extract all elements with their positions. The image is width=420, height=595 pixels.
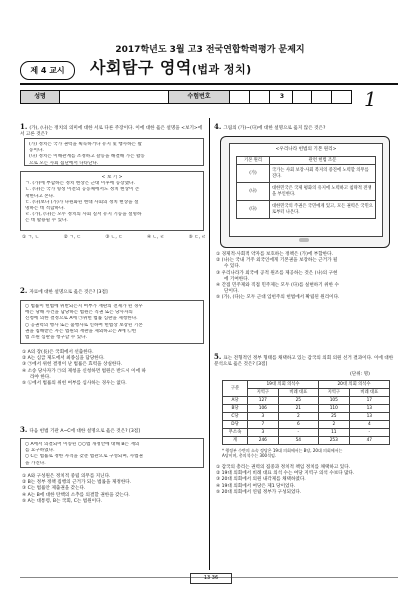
table-cell: 4 [349,421,389,429]
table-header: 19대 의회 의석수 [248,381,319,389]
table-cell: 대한민국은 국제 평화의 유지에 노력하고 침략적 전쟁을 부인한다. [270,183,376,201]
question-number: 3. [20,425,28,434]
option[interactable]: ⑤ ㄷ, ㄹ [188,235,206,240]
question-1 [20,122,204,138]
table-cell: 25 [278,397,318,405]
screen-title: <우리나라 헌법의 기본 원리> [275,147,337,152]
option-continued: 수 있다. [224,264,241,270]
passage-line: ○ 공권력의 행사 또는 불행사로 인하여 헌법상 보장된 기본 [25,322,143,328]
passage-line: 에는 당해 사건을 담당하는 법원은 직권 또는 당사자의 [25,310,133,316]
exam-number-label: 수험번호 [169,91,229,103]
option[interactable]: ① A와 구성원은 정치적 중립 의무를 지닌다. [22,474,111,479]
question-prompt: (가), (나)는 정치의 의미에 대한 서로 다른 주장이다. 이에 대한 옳은 설명을 <보기>에서 고른 것은? [20,126,203,138]
passage-line: (나) 정치는 이해관계를 조정하고 갈등을 해결해 가는 활동 [29,154,145,160]
q3-options [22,474,206,505]
table-cell: 국가는 사회 보장·사회 복지의 증진에 노력할 의무를 진다. [270,165,376,183]
q1-passage-box [24,138,204,166]
passage-line: 을 가진다. [25,460,46,466]
question-number: 4. [214,122,222,131]
q4-screen-frame [220,136,390,248]
option[interactable]: ① A의 장(長)은 국회에서 선출한다. [22,350,94,355]
header-rule [20,83,398,85]
name-number-row [20,90,352,104]
table-cell: B당 [223,405,248,413]
table-row [223,429,390,437]
table-row [223,405,390,413]
q2-passage-box [20,300,204,344]
option[interactable]: ③ 20대 의회에서 의원 내각제를 채택하였다. [216,477,306,483]
table-cell: A당 [223,397,248,405]
principle-table [236,156,376,219]
option[interactable]: ③ ㉠에서 위헌 결정이 난 법률은 효력을 상실한다. [22,362,123,368]
bogi-line: 명하는 데 적합하다. [25,205,65,211]
table-cell: (가) [237,165,270,183]
passage-line: 으로 모든 사회 집단에서 나타난다. [29,160,99,166]
option[interactable]: ① ㄱ, ㄴ [22,235,40,240]
bogi-line: ㄴ. (나)는 국가 형성 이전의 공동체에서도 정치 현상이 존 [25,187,140,193]
passage-line: 법 소원 심판을 청구할 수 있다. [25,334,88,340]
option-continued: 단이다. [224,289,239,295]
passage-line: (가) 정치는 국가 권력을 획득하거나 유지 및 행사하는 활 [29,142,142,147]
option[interactable]: ④ 간접 민주제와 직접 민주제는 모두 (다)를 실현하기 위한 수 [216,282,339,288]
question-prompt: 표는 전형적인 정부 형태를 채택하고 있는 갑국의 의회 의원 선거 결과이다. 이에 대한 분석으로 옳은 것은? [3점] [214,356,394,368]
option[interactable]: ① 갑국의 총리는 권력의 집중과 정치적 책임 정치를 채택하고 있다. [216,465,351,470]
table-cell: 47 [349,437,389,445]
table-header: 구분 [223,381,248,397]
passage-line: 신청에 의한 결정으로 A에 ㉠위헌 법률 심판을 제청한다. [25,316,138,322]
option[interactable]: ③ 우리나라가 외국에 공적 원조를 제공하는 것은 (나)의 구현 [216,270,338,276]
q4-options [216,252,400,302]
question-prompt: 자료에 대한 설명으로 옳은 것은? [3점] [29,290,108,295]
option[interactable]: ⑤ 20대 의회에서 연립 정부가 구성되었다. [216,489,302,495]
table-row [223,437,390,445]
election-table [222,380,390,445]
option[interactable]: ④ 소송 당사자가 ㉠의 제청을 신청하면 법원은 반드시 이에 따 [22,368,146,374]
exam-title: 2017학년도 3월 고3 전국연합학력평가 문제지 [115,45,305,55]
passage-line: ○ A에서 의결되어 이송된 ○○법 개정안에 대해 B는 재의 [25,442,140,447]
table-subheader: 지역구 [318,389,349,397]
option[interactable]: ② 19대 의회에서 비례 대표 의석 수는 여당 지역구 의석 수보다 많다. [216,471,355,477]
table-cell: 6 [278,421,318,429]
table-cell: D당 [223,421,248,429]
unit-label: (단위: 명) [350,372,370,377]
table-cell: 대한민국의 주권은 국민에게 있고, 모든 권력은 국민으로부터 나온다. [270,201,376,219]
table-cell: 11 [318,429,349,437]
question-4 [214,122,400,132]
option[interactable]: ② B는 정부 정책 집행의 근거가 되는 법률을 제정한다. [22,480,132,486]
passage-line: ○ C는 법률로 정한 자격을 갖춘 법관으로 구성되며, 사법권 [25,454,143,460]
table-cell: 25 [318,413,349,421]
table-cell: 3 [248,413,279,421]
table-header: 20대 의회 의석수 [318,381,389,389]
bogi-line: ㄱ. (가)에 부합하는 정치 현상은 근대 이후에 등장했다. [25,181,135,187]
table-cell: 110 [318,405,349,413]
note-line: * 행정부 수반의 소속 정당은 19대 의회에서는 B당, 20대 의회에서는 [222,448,343,453]
question-number: 1. [20,122,28,131]
bogi-line: ㄷ. (나)보다 (가)가 다원화된 현대 사회의 정치 현상을 설 [25,199,139,205]
table-cell: 2 [318,421,349,429]
passage-line: 권을 침해받은 자는 법원의 재판을 제외하고는 A에 ㉡헌 [25,328,137,334]
option[interactable]: ③ ㄴ, ㄷ [105,235,123,240]
subject-name: 사회탐구 영역 [90,58,192,77]
table-subheader: 비례 대표 [278,389,318,397]
option-continued: 라야 한다. [30,374,51,380]
session-label: 제 4 교시 [20,61,75,80]
table-cell: (다) [237,201,270,219]
table-subheader: 비례 대표 [349,389,389,397]
q1-bogi-box [20,171,204,231]
q1-options [22,235,206,241]
name-field[interactable] [60,91,168,103]
bogi-line: 재한다고 본다. [25,193,55,199]
option[interactable]: ② ㄱ, ㄷ [63,235,82,240]
table-subheader: 지역구 [248,389,279,397]
question-5 [214,352,398,368]
bogi-title: < 보 기 > [101,175,123,180]
subject-subtitle: (법과 정치) [191,63,252,76]
table-cell: (나) [237,183,270,201]
table-cell: 무소속 [223,429,248,437]
table-cell: 2 [278,413,318,421]
table-cell: 13 [349,413,389,421]
passage-line: ○ 법률이 헌법에 위반되는지 여부가 재판의 전제가 된 경우 [25,304,143,309]
table-row [223,397,390,405]
q3-passage-box [20,438,204,468]
footer-page-label: 13 36 [190,573,232,584]
option[interactable]: ⑤ ㉡에서 법률의 위헌 여부를 심사하는 경우는 없다. [22,380,127,386]
table-cell: - [349,429,389,437]
table-cell: 계 [223,437,248,445]
q4-screen [229,143,383,237]
table-row [223,421,390,429]
option[interactable]: ② (나)는 국내 거주 외국인에게 기본권을 보장하는 근거가 될 [216,258,338,264]
table-cell: 127 [248,397,279,405]
option[interactable]: ④ A는 B에 대한 탄핵의 소추를 의결할 권한을 갖는다. [22,492,130,498]
bogi-line: ㄹ. (가), (나)는 모두 정치의 사회 질서 유지 기능을 설명하 [25,212,142,218]
passage-line: 를 요구하였다. [25,448,55,454]
option[interactable]: ⑤ (가), (다)는 모두 근대 입헌주의 헌법에서 확립된 원리이다. [216,295,340,301]
table-note [222,448,398,459]
question-3 [20,425,204,435]
table-cell: 13 [349,405,389,413]
bogi-line: 는 데 활용될 수 있다. [25,218,68,224]
note-line: A당이며, 총의석수는 300석임. [222,453,277,459]
subject-title [90,57,252,79]
q5-options [216,465,400,496]
table-header: 기본 원리 [237,157,270,165]
table-header: 관련 헌법 조문 [270,157,376,165]
question-number: 5. [214,352,222,361]
option[interactable]: ⑤ A는 대통령, B는 국회, C는 법원이다. [22,498,103,504]
table-cell: 3 [248,429,279,437]
option[interactable]: ③ C는 법률안 제출권을 갖는다. [22,486,86,492]
table-cell: C당 [223,413,248,421]
question-prompt: 그림의 (가)~(다)에 대한 설명으로 옳지 않은 것은? [223,126,326,131]
question-2 [20,286,204,296]
option-continued: 에 기여한다. [224,276,250,282]
table-cell: 17 [349,397,389,405]
table-cell: 246 [248,437,279,445]
exam-number-digit: 3 [279,93,285,100]
passage-line: 동이다. [29,148,44,154]
question-prompt: 다음 헌법 기관 A~C에 대한 설명으로 옳은 것은? [3점] [29,429,141,434]
column-divider [209,118,210,570]
table-cell: 106 [248,405,279,413]
table-cell: 7 [248,421,279,429]
option[interactable]: ④ ㄴ, ㄹ [146,235,165,240]
table-cell: 21 [278,405,318,413]
name-label: 성명 [21,91,59,103]
table-row [223,413,390,421]
option[interactable]: ① 경제적·사회적 약자를 보호하는 정책은 (가)에 부합한다. [216,252,334,257]
screen-button [299,238,309,242]
page-number: 1 [364,87,377,111]
table-cell: - [278,429,318,437]
question-number: 2. [20,286,28,295]
option[interactable]: ④ 19대 의회에서 여당은 제1 당이었다. [216,483,296,489]
option[interactable]: ② A는 심급 제도에서 최종심을 담당한다. [22,356,105,362]
q2-options [22,350,206,387]
table-cell: 54 [278,437,318,445]
table-cell: 253 [318,437,349,445]
table-cell: 105 [318,397,349,405]
